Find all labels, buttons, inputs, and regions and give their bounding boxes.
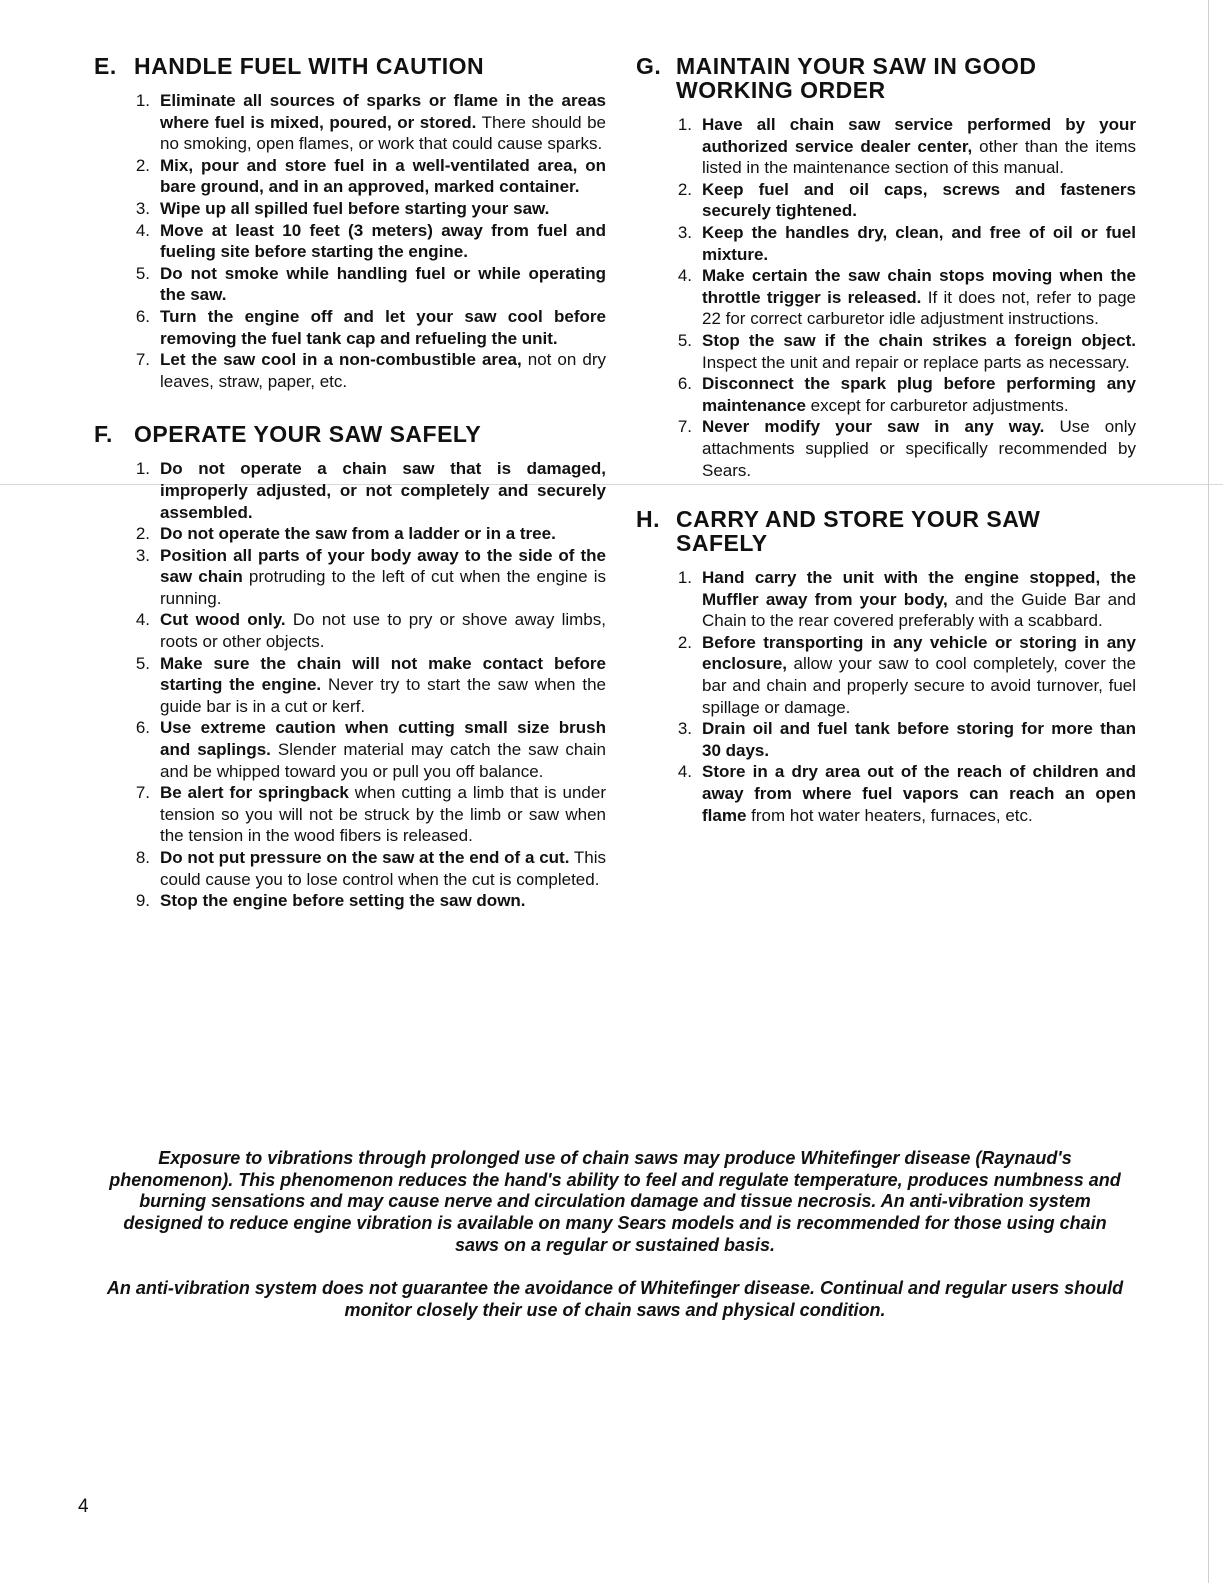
item-bold-text: Wipe up all spilled fuel before starting your saw. <box>160 198 550 218</box>
left-column <box>94 54 606 932</box>
item-number: 2. <box>135 155 150 175</box>
item-text <box>160 782 606 847</box>
item-bold-text: Make certain the saw chain stops moving when the throttle trigger is released. <box>702 266 1136 307</box>
list-item <box>94 523 606 545</box>
list-item <box>94 653 606 718</box>
item-bold-text: Hand carry the unit with the engine stopped, the Muffler away from your body, <box>702 568 1136 609</box>
list-item <box>636 761 1136 826</box>
item-text <box>160 523 606 545</box>
instruction-list <box>636 567 1136 826</box>
item-text <box>160 653 606 718</box>
item-text <box>160 458 606 523</box>
instruction-list <box>94 90 606 392</box>
item-number: 5. <box>135 653 150 673</box>
list-item <box>94 90 606 155</box>
section-heading <box>94 54 606 78</box>
item-plain-text: except for carburetor adjustments. <box>805 395 1069 415</box>
item-bold-text: Use extreme caution when cutting small size brush and saplings. <box>160 718 606 760</box>
item-bold-text: Before transporting in any vehicle or storing in any enclosure, <box>702 632 1136 674</box>
list-item <box>94 545 606 610</box>
item-bold-text: Do not operate the saw from a ladder or in a tree. <box>160 524 556 544</box>
list-item <box>636 567 1136 632</box>
item-bold-text: Keep fuel and oil caps, screws and fasteners securely tightened. <box>702 179 1136 221</box>
item-plain-text: allow your saw to cool completely, cover the bar and chain and properly secure to avoid turnover, fuel spillage or damage. <box>702 654 1136 717</box>
item-bold-text: Turn the engine off and let your saw cool before removing the fuel tank cap and refueling the unit. <box>160 306 606 348</box>
section-title: HANDLE FUEL WITH CAUTION <box>134 53 485 79</box>
vibration-warning: Exposure to vibrations through prolonged use of chain saws may produce Whitefinger disease (Raynaud's phenomenon). This phenomenon reduces the hand's ability to feel and regulate temperature, produces numbness and burning sensations and may cause nerve and circulation damage and tissue necrosis. An anti-vibration system designed to reduce engine vibration is available on many Sears models and is recommended for those using chain saws on a regular or sustained basis. <box>109 1148 1121 1255</box>
item-bold-text: Cut wood only. <box>160 610 286 630</box>
item-bold-text: Let the saw cool in a non-combustible area, <box>160 350 522 370</box>
item-text <box>160 717 606 782</box>
item-plain-text: There should be no smoking, open flames, or work that could cause sparks. <box>160 112 606 154</box>
item-text <box>702 761 1136 826</box>
item-text <box>702 330 1136 373</box>
section-letter: E. <box>94 53 117 79</box>
item-text <box>702 373 1136 416</box>
item-bold-text: Position all parts of your body away to the side of the saw chain <box>160 545 606 587</box>
item-text <box>160 220 606 263</box>
item-bold-text: Store in a dry area out of the reach of children and away from where fuel vapors can reach an open flame <box>702 762 1136 825</box>
item-text <box>702 718 1136 761</box>
item-text <box>702 567 1136 632</box>
list-item <box>636 265 1136 330</box>
list-item <box>636 416 1136 481</box>
list-item <box>636 179 1136 222</box>
item-number: 3. <box>677 719 692 739</box>
item-bold-text: Keep the handles dry, clean, and free of oil or fuel mixture. <box>702 222 1136 264</box>
right-column <box>636 54 1136 846</box>
item-plain-text: other than the items listed in the maintenance section of this manual. <box>702 136 1137 178</box>
item-plain-text: from hot water heaters, furnaces, etc. <box>746 805 1033 825</box>
item-plain-text: protruding to the left of cut when the engine is running. <box>160 567 606 608</box>
list-item <box>94 220 606 263</box>
item-bold-text: Do not operate a chain saw that is damaged, improperly adjusted, or not completely and securely assembled. <box>160 459 606 522</box>
list-item <box>94 349 606 392</box>
item-plain-text: Never try to start the saw when the guide bar is in a cut or kerf. <box>160 675 606 716</box>
item-plain-text: not on dry leaves, straw, paper, etc. <box>160 350 607 391</box>
item-plain-text: If it does not, refer to page 22 for correct carburetor idle adjustment instructions. <box>702 287 1136 329</box>
item-plain-text: Do not use to pry or shove away limbs, roots or other objects. <box>160 610 606 652</box>
section-e <box>94 54 606 392</box>
list-item <box>94 458 606 523</box>
section-g <box>636 54 1136 481</box>
item-number: 4. <box>135 220 150 240</box>
item-bold-text: Make sure the chain will not make contact before starting the engine. <box>160 653 606 695</box>
item-number: 3. <box>135 198 150 218</box>
item-plain-text: This could cause you to lose control when the cut is completed. <box>160 848 606 889</box>
list-item <box>636 114 1136 179</box>
list-item <box>636 632 1136 718</box>
item-bold-text: Move at least 10 feet (3 meters) away from fuel and fueling site before starting the engine. <box>160 220 606 262</box>
instruction-list <box>94 458 606 911</box>
item-bold-text: Be alert for springback <box>160 783 349 803</box>
item-number: 4. <box>135 610 150 630</box>
item-text <box>702 222 1136 265</box>
list-item <box>636 373 1136 416</box>
list-item <box>636 222 1136 265</box>
item-number: 4. <box>677 762 692 782</box>
section-heading <box>636 54 1136 102</box>
item-number: 5. <box>677 330 692 350</box>
item-bold-text: Never modify your saw in any way. <box>702 417 1045 437</box>
page-number: 4 <box>78 1496 89 1517</box>
list-item <box>94 306 606 349</box>
item-text <box>160 847 606 890</box>
list-item <box>94 263 606 306</box>
item-plain-text: Slender material may catch the saw chain and be whipped toward you or pull you off balance. <box>160 740 606 781</box>
item-number: 6. <box>135 718 150 738</box>
item-text <box>160 349 606 392</box>
section-title: CARRY AND STORE YOUR SAW SAFELY <box>676 506 1041 557</box>
item-text <box>702 265 1136 330</box>
item-number: 7. <box>677 417 692 437</box>
item-plain-text: Inspect the unit and repair or replace parts as necessary. <box>702 352 1130 372</box>
list-item <box>94 609 606 652</box>
item-text <box>160 263 606 306</box>
list-item <box>94 717 606 782</box>
item-text <box>160 198 606 220</box>
item-number: 9. <box>135 891 150 911</box>
section-h <box>636 507 1136 826</box>
item-text <box>160 155 606 198</box>
list-item <box>94 198 606 220</box>
item-bold-text: Stop the engine before setting the saw down. <box>160 891 526 911</box>
item-number: 3. <box>677 222 692 242</box>
item-text <box>702 632 1136 718</box>
item-bold-text: Mix, pour and store fuel in a well-ventilated area, on bare ground, and in an approved, marked container. <box>160 155 606 197</box>
item-number: 5. <box>135 263 150 283</box>
section-letter: F. <box>94 421 113 448</box>
item-number: 1. <box>677 115 692 134</box>
item-bold-text: Have all chain saw service performed by your authorized service dealer center, <box>702 115 1136 156</box>
section-title: OPERATE YOUR SAW SAFELY <box>134 421 482 448</box>
item-text <box>160 306 606 349</box>
item-number: 2. <box>135 524 150 544</box>
list-item <box>636 718 1136 761</box>
item-number: 7. <box>135 350 150 370</box>
item-bold-text: Disconnect the spark plug before performing any maintenance <box>702 374 1136 415</box>
item-number: 7. <box>135 783 150 803</box>
section-f <box>94 422 606 911</box>
item-text <box>160 890 606 912</box>
page-edge <box>1208 0 1209 1583</box>
section-letter: G. <box>636 53 662 79</box>
item-plain-text: and the Guide Bar and Chain to the rear covered preferably with a scabbard. <box>702 589 1137 631</box>
item-bold-text: Stop the saw if the chain strikes a foreign object. <box>702 330 1136 350</box>
item-number: 2. <box>677 179 692 199</box>
item-plain-text: Use only attachments supplied or specifically recommended by Sears. <box>702 417 1136 480</box>
item-text <box>702 416 1136 481</box>
item-number: 1. <box>135 459 150 479</box>
item-number: 3. <box>135 545 150 565</box>
list-item <box>94 847 606 890</box>
list-item <box>636 330 1136 373</box>
item-number: 1. <box>677 568 692 588</box>
anti-vibration-note: An anti-vibration system does not guarantee the avoidance of Whitefinger disease. Continual and regular users should monitor closely their use of chain saws and physical condition. <box>106 1278 1124 1320</box>
list-item <box>94 890 606 912</box>
section-heading <box>94 422 606 446</box>
item-text <box>702 114 1136 179</box>
section-heading <box>636 507 1136 555</box>
item-number: 1. <box>135 91 150 110</box>
list-item <box>94 155 606 198</box>
item-bold-text: Drain oil and fuel tank before storing for more than 30 days. <box>702 719 1136 760</box>
item-number: 2. <box>677 632 692 652</box>
item-number: 6. <box>135 306 150 326</box>
instruction-list <box>636 114 1136 481</box>
item-bold-text: Do not smoke while handling fuel or while operating the saw. <box>160 263 606 305</box>
item-number: 6. <box>677 374 692 394</box>
item-text <box>702 179 1136 222</box>
item-text <box>160 90 606 155</box>
list-item <box>94 782 606 847</box>
item-text <box>160 609 606 652</box>
item-text <box>160 545 606 610</box>
item-bold-text: Eliminate all sources of sparks or flame in the areas where fuel is mixed, poured, or stored. <box>160 91 606 132</box>
item-number: 4. <box>677 266 692 286</box>
item-number: 8. <box>135 848 150 867</box>
item-bold-text: Do not put pressure on the saw at the end of a cut. <box>160 848 570 867</box>
section-letter: H. <box>636 506 660 533</box>
item-plain-text: when cutting a limb that is under tension so you will not be struck by the limb or saw when the tension in the wood fibers is released. <box>160 783 606 846</box>
section-title: MAINTAIN YOUR SAW IN GOOD WORKING ORDER <box>676 53 1037 103</box>
